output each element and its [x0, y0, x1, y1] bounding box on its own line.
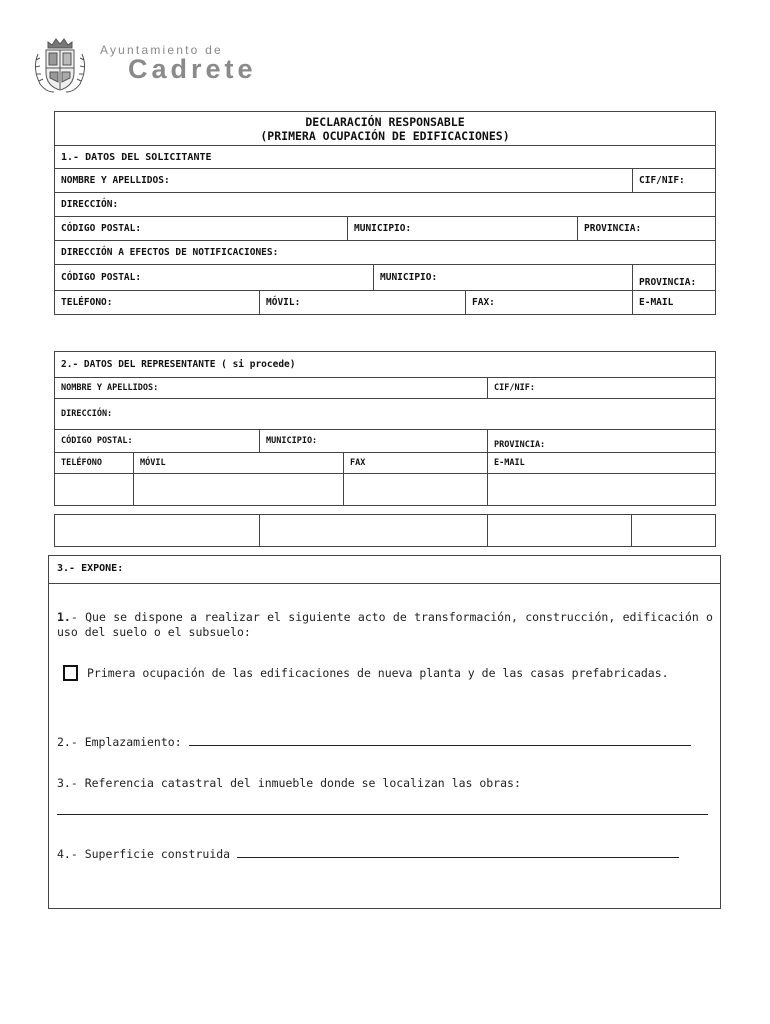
applicant-phone-field[interactable]: TELÉFONO: [55, 291, 260, 315]
applicant-fax-field[interactable]: FAX: [466, 291, 633, 315]
table-spacer [55, 506, 716, 515]
item1-number: 1. [57, 610, 71, 624]
section3-heading: 3.- EXPONE: [57, 563, 124, 574]
form-title-line1: DECLARACIÓN RESPONSABLE [305, 114, 465, 129]
location-row [57, 734, 717, 750]
municipality-name: Cadrete [128, 54, 257, 84]
surface-row [57, 846, 717, 862]
representative-email-label: E-MAIL [488, 453, 716, 474]
representative-mobile-input[interactable] [134, 474, 344, 506]
extra-field-1[interactable] [55, 515, 260, 547]
section2-heading: 2.- DATOS DEL REPRESENTANTE ( si procede) [55, 352, 716, 378]
representative-phone-label: TELÉFONO [55, 453, 134, 474]
applicant-name-field[interactable]: NOMBRE Y APELLIDOS: [55, 169, 633, 193]
coat-of-arms-logo [28, 34, 92, 96]
applicant-email-field[interactable]: E-MAIL [633, 291, 716, 315]
applicant-address-field[interactable]: DIRECCIÓN: [55, 193, 716, 217]
section1-heading: 1.- DATOS DEL SOLICITANTE [55, 146, 716, 169]
representative-table [54, 351, 716, 547]
expone-section [48, 555, 721, 909]
representative-email-input[interactable] [488, 474, 716, 506]
representative-cif-field[interactable]: CIF/NIF: [488, 378, 716, 399]
surface-line[interactable] [237, 846, 679, 858]
applicant-postal-code-field[interactable]: CÓDIGO POSTAL: [55, 217, 348, 241]
representative-fax-label: FAX [344, 453, 488, 474]
cadastral-line[interactable] [57, 814, 708, 815]
surface-label: 4.- Superficie construida [57, 847, 231, 861]
form-title-line2: (PRIMERA OCUPACIÓN DE EDIFICACIONES) [260, 128, 510, 143]
notification-postal-code-field[interactable]: CÓDIGO POSTAL: [55, 265, 374, 291]
extra-field-2[interactable] [260, 515, 488, 547]
extra-field-4[interactable] [632, 515, 716, 547]
notification-address-field[interactable]: DIRECCIÓN A EFECTOS DE NOTIFICACIONES: [55, 241, 716, 265]
representative-province-field[interactable]: PROVINCIA: [488, 430, 716, 453]
representative-name-field[interactable]: NOMBRE Y APELLIDOS: [55, 378, 488, 399]
location-label: 2.- Emplazamiento: [57, 735, 182, 749]
representative-mobile-label: MÓVIL [134, 453, 344, 474]
location-line[interactable] [189, 734, 691, 746]
applicant-cif-field[interactable]: CIF/NIF: [633, 169, 716, 193]
applicant-province-field[interactable]: PROVINCIA: [578, 217, 716, 241]
applicant-table [54, 111, 716, 315]
item1-paragraph [57, 610, 713, 640]
notification-province-field[interactable]: PROVINCIA: [633, 265, 716, 291]
notification-municipality-field[interactable]: MUNICIPIO: [374, 265, 633, 291]
section3-header [49, 556, 720, 584]
cadastral-label: 3.- Referencia catastral del inmueble donde se localizan las obras: [57, 776, 521, 790]
representative-postal-code-field[interactable]: CÓDIGO POSTAL: [55, 430, 260, 453]
representative-municipality-field[interactable]: MUNICIPIO: [260, 430, 488, 453]
representative-address-field[interactable]: DIRECCIÓN: [55, 399, 716, 430]
extra-field-3[interactable] [488, 515, 632, 547]
representative-fax-input[interactable] [344, 474, 488, 506]
municipality-prefix: Ayuntamiento de [100, 43, 223, 57]
applicant-municipality-field[interactable]: MUNICIPIO: [348, 217, 578, 241]
item1-text: - Que se dispone a realizar el siguiente acto de transformación, construcción, edificación o uso del suelo o el subsuelo: [57, 610, 713, 639]
form-title [55, 112, 716, 146]
applicant-mobile-field[interactable]: MÓVIL: [260, 291, 466, 315]
checkbox-label: Primera ocupación de las edificaciones de nueva planta y de las casas prefabricadas. [87, 666, 669, 680]
first-occupation-checkbox[interactable] [63, 665, 78, 681]
representative-phone-input[interactable] [55, 474, 134, 506]
